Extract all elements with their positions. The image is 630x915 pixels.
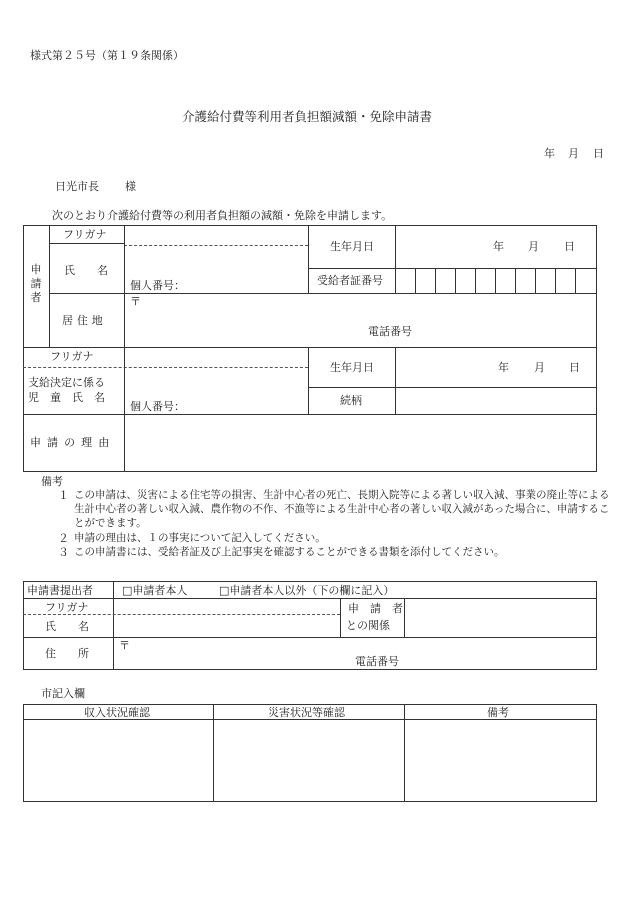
- child-name-label-2: 児 童 氏 名: [28, 391, 105, 404]
- certificate-number-label: 受給者証番号: [317, 274, 383, 287]
- submitter-address-label: 住 所: [45, 647, 89, 660]
- applicant-birth-day: 日: [564, 240, 575, 253]
- note-2-number: ２: [58, 532, 69, 545]
- intro-text: 次のとおり介護給付費等の利用者負担額の減額・免除を申請します。: [52, 209, 393, 222]
- notes-heading: 備考: [41, 475, 63, 488]
- applicant-name-label: 氏 名: [64, 264, 108, 277]
- note-1-text: この申請は、災害による住宅等の損害、生計中心者の死亡、長期入院等による著しい収入減、事業の廃止等による生計中心者の著しい収入減、農作物の不作、不漁等による生計中心者の著しい収入減があった場合に、申請することができます。: [74, 489, 610, 529]
- addressee: 日光市長: [55, 180, 99, 193]
- child-name-label-1: 支給決定に係る: [28, 376, 105, 389]
- applicant-birth-label: 生年月日: [330, 240, 374, 253]
- note-3-text: この申請書には、受給者証及び上記事実を確認することができる書類を添付してください。: [74, 546, 505, 558]
- submitter-postal-mark: 〒: [119, 639, 130, 652]
- note-1-number: １: [58, 489, 69, 502]
- child-birth-label: 生年月日: [330, 361, 374, 374]
- residence-label: 居住地: [62, 314, 107, 327]
- applicant-birth-year: 年: [493, 240, 504, 253]
- child-birth-year: 年: [498, 361, 509, 374]
- form-title: 介護給付費等利用者負担額減額・免除申請書: [182, 109, 433, 124]
- city-col-remarks: 備考: [487, 706, 509, 719]
- applicant-birth-month: 月: [528, 240, 539, 253]
- applicant-phone-label: 電話番号: [368, 325, 412, 338]
- honorific: 様: [125, 180, 136, 193]
- city-col-income: 収入状況確認: [84, 706, 150, 719]
- applicant-postal-mark: 〒: [130, 295, 141, 308]
- submitter-label: 申請書提出者: [27, 584, 93, 597]
- note-3-number: ３: [58, 546, 69, 559]
- form-number: 様式第２５号（第１９条関係）: [30, 49, 184, 62]
- submitter-furigana-label: フリガナ: [45, 601, 89, 614]
- submitter-phone-label: 電話番号: [355, 655, 399, 668]
- submitter-relation-label-1: 申 請 者: [348, 602, 403, 615]
- child-birth-day: 日: [569, 361, 580, 374]
- city-col-disaster: 災害状況等確認: [268, 706, 345, 719]
- child-relation-label: 続柄: [340, 394, 362, 407]
- child-birth-month: 月: [534, 361, 545, 374]
- applicant-section-label: 申請者: [30, 263, 42, 304]
- applicant-personal-number-label: 個人番号：: [130, 279, 185, 292]
- date-day-label: 日: [593, 147, 604, 160]
- note-2-text: 申請の理由は、１の事実について記入してください。: [74, 532, 326, 544]
- child-furigana-label: フリガナ: [50, 350, 94, 363]
- city-section-label: 市記入欄: [41, 687, 85, 700]
- submitter-option-other[interactable]: □申請者本人以外（下の欄に記入）: [219, 584, 395, 597]
- submitter-relation-label-2: との関係: [346, 619, 390, 632]
- applicant-furigana-label: フリガナ: [63, 228, 107, 241]
- submitter-name-label: 氏 名: [45, 620, 89, 633]
- date-month-label: 月: [568, 147, 579, 160]
- date-year-label: 年: [544, 147, 555, 160]
- child-personal-number-label: 個人番号：: [130, 400, 185, 413]
- reason-label: 申請の理由: [30, 436, 116, 449]
- submitter-option-self[interactable]: □申請者本人: [122, 584, 188, 597]
